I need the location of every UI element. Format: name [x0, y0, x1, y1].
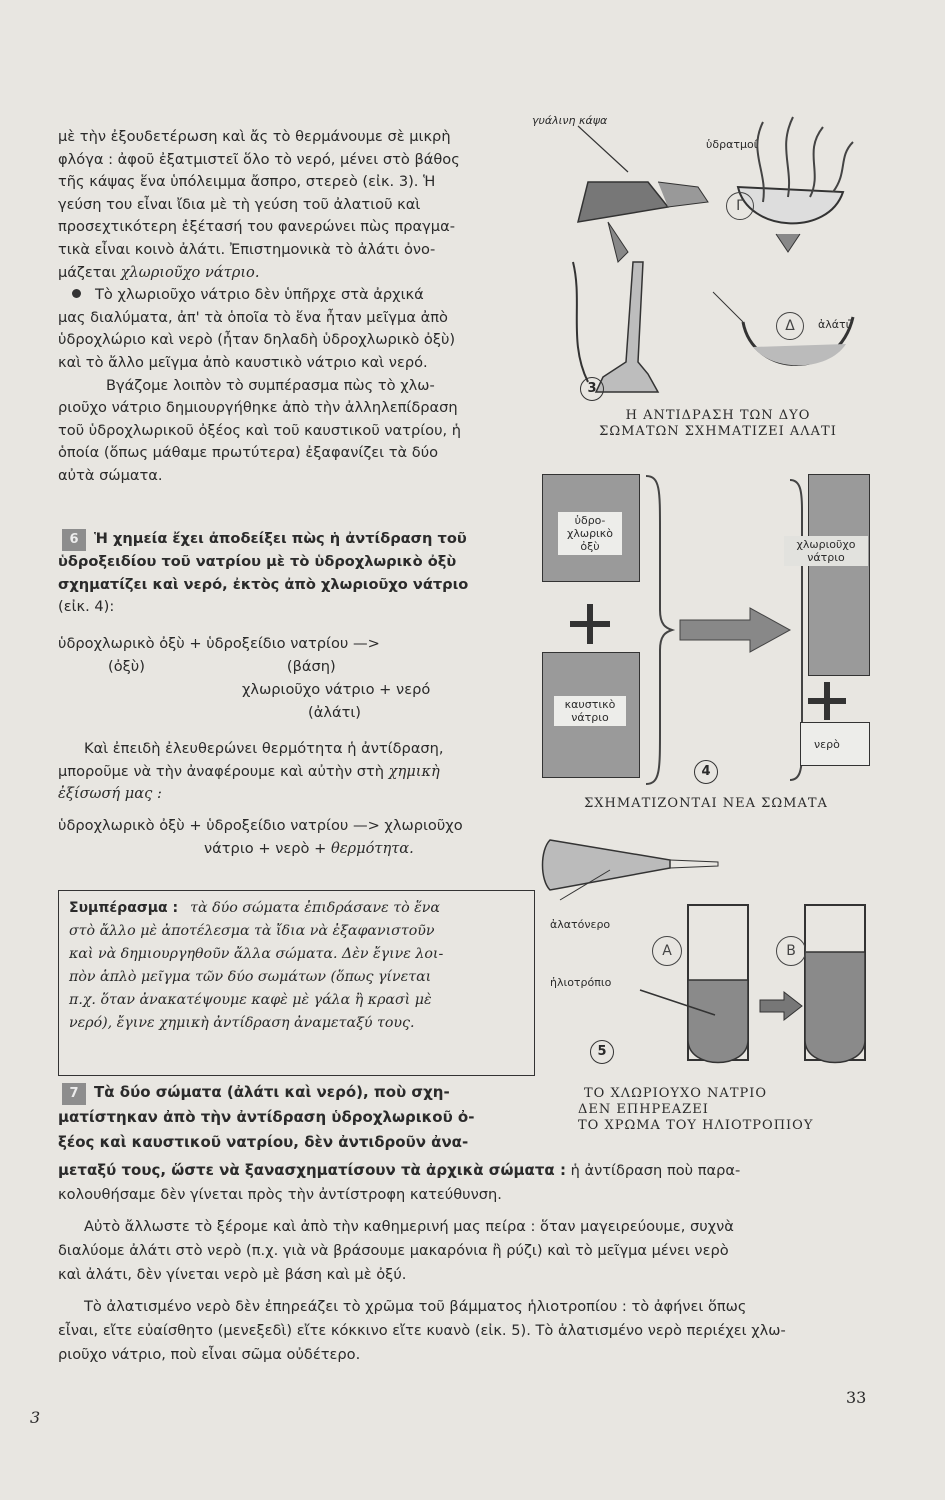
text-line: καὶ τὸ ἄλλο μεῖγμα ἀπὸ καυστικὸ νάτριο καὶ νερό.	[58, 353, 428, 371]
text-line: ματίστηκαν ἀπὸ τὴν ἀντίδραση ὑδροχλωρικοῦ ὀ-	[58, 1108, 475, 1126]
equation-label-base: (βάση)	[286, 658, 336, 675]
equation-line: (ἀλάτι)	[308, 704, 361, 721]
text-span: Τὰ δύο σώματα (ἀλάτι καὶ νερό), ποὺ σχη-	[94, 1083, 450, 1101]
summary-line: πὸν ἁπλὸ μεῖγμα τῶν δύο σωμάτων (ὅπως γίνεται	[69, 969, 432, 985]
caption-line: Η ΑΝΤΙΔΡΑΣΗ ΤΩΝ ΔΥΟ	[625, 408, 811, 423]
water-label: νερὸ	[814, 738, 840, 751]
text-span: μεταξύ τους, ὥστε νὰ ξανασχηματίσουν τὰ ἀρχικὰ σώματα :	[58, 1161, 566, 1179]
label-circle-b: B	[776, 936, 806, 966]
text-line: σχηματίζει καὶ νερό, ἐκτὸς ἀπὸ χλωριοῦχο νάτριο	[58, 575, 469, 593]
text-line: διαλύομε ἀλάτι στὸ νερὸ (π.χ. γιὰ νὰ βράσουμε μακαρόνια ἢ ρύζι) καὶ τὸ μεῖγμα μένει νερὸ	[58, 1242, 729, 1259]
caption-line: ΔΕΝ ΕΠΗΡΕΑΖΕΙ	[578, 1102, 709, 1117]
figure-3	[532, 112, 878, 452]
text-line: ὑδροξειδίου τοῦ νατρίου μὲ τὸ ὑδροχλωρικὸ ὀξὺ	[58, 553, 457, 570]
column-left	[58, 126, 461, 488]
label-litmus: ἡλιοτρόπιο	[550, 976, 612, 989]
page-number: 33	[846, 1388, 867, 1407]
equation-line: χλωριοῦχο νάτριο + νερό	[242, 681, 431, 698]
text-span: ἡ ἀντίδραση ποὺ παρα-	[570, 1162, 741, 1179]
figure-caption	[578, 1086, 878, 1134]
label-line: νάτριο	[571, 711, 609, 724]
salt-bar	[808, 474, 870, 676]
text-line: τῆς κάψας ἕνα ὑπόλειμμα ἄσπρο, στερεὸ (εἰκ. 3). Ἡ	[58, 173, 436, 191]
summary-box	[58, 890, 535, 1076]
text-line: (εἰκ. 4):	[58, 598, 115, 616]
label-vapor: ὑδρατμοί	[706, 138, 758, 151]
figure-4	[536, 470, 876, 815]
label-circle-d: Δ	[776, 312, 804, 340]
label-line: ὀξὺ	[580, 540, 600, 553]
section-number-badge: 7	[62, 1083, 86, 1105]
text-line: εἶναι, εἴτε εὐαίσθητο (μενεξεδὶ) εἴτε κόκκινο εἴτε κυανὸ (εἰκ. 5). Τὸ ἀλατισμένο νερὸ περιέχει χλω-	[58, 1322, 786, 1339]
caption-line: ΤΟ ΧΡΩΜΑ ΤΟΥ ΗΛΙΟΤΡΟΠΙΟΥ	[578, 1118, 814, 1133]
summary-line	[69, 897, 524, 920]
text-line: ριοῦχο νάτριο, ποὺ εἶναι σῶμα οὐδέτερο.	[58, 1346, 361, 1363]
text-line	[58, 528, 468, 551]
text-line: Καὶ ἐπειδὴ ἐλευθερώνει θερμότητα ἡ ἀντίδραση,	[84, 740, 444, 757]
summary-line: στὸ ἄλλο μὲ ἀποτέλεσμα τὰ ἴδια νὰ ἐξαφανιστοῦν	[69, 923, 435, 939]
text-line: τικὰ εἶναι κοινὸ ἀλάτι. Ἐπιστημονικὰ τὸ ἀλάτι ὀνο-	[58, 240, 436, 258]
term-italic: θερμότητα.	[330, 840, 414, 857]
figure-3-illustration	[548, 112, 878, 402]
label-line: χλωριοῦχο	[796, 538, 856, 551]
text-line: ὁποία (ὅπως μάθαμε πρωτύτερα) ἐξαφανίζει τὰ δύο	[58, 444, 439, 462]
term-italic: χημικὴ	[388, 762, 440, 780]
text-line	[58, 284, 461, 307]
equation-label-acid: (ὀξὺ)	[108, 658, 145, 675]
text-line	[58, 761, 444, 784]
text-line: Τὸ ἀλατισμένο νερὸ δὲν ἐπηρεάζει τὸ χρῶμα τοῦ βάμματος ἡλιοτροπίου : τὸ ἀφήνει ὅπως	[84, 1298, 747, 1315]
label-line: χλωρικὸ	[567, 527, 613, 540]
bullet-icon	[72, 289, 81, 298]
text-line: Βγάζομε λοιπὸν τὸ συμπέρασμα πὼς τὸ χλω-	[106, 376, 435, 394]
summary-line: π.χ. ὅταν ἀνακατέψουμε καφὲ μὲ γάλα ἢ κρασὶ μὲ	[69, 992, 432, 1008]
summary-label: Συμπέρασμα :	[69, 900, 179, 916]
term-italic: χλωριοῦχο νάτριο.	[120, 263, 260, 281]
equation-2	[58, 814, 463, 860]
acid-label	[558, 512, 622, 555]
plus-icon	[808, 682, 846, 720]
text-line: προσεχτικότερη ἐξέτασή του φανερώνει πὼς πραγμα-	[58, 218, 455, 236]
summary-line: νερό), ἔγινε χημικὴ ἀντίδραση ἀναμεταξύ τους.	[69, 1015, 415, 1031]
figure-5-illustration	[540, 830, 880, 1080]
text-line: μὲ τὴν ἐξουδετέρωση καὶ ἄς τὸ θερμάνουμε σὲ μικρὴ	[58, 128, 451, 145]
text-line: κολουθήσαμε δὲν γίνεται πρὸς τὴν ἀντίστροφη κατεύθυνση.	[58, 1186, 502, 1203]
text-span: τὰ δύο σώματα ἐπιδράσανε τὸ ἕνα	[190, 900, 440, 916]
label-glass-dish: γυάλινη κάψα	[532, 114, 608, 127]
label-circle-g: Γ	[726, 192, 754, 220]
figure-5	[540, 830, 880, 1140]
salt-label	[784, 536, 868, 566]
section-number-badge: 6	[62, 529, 86, 551]
label-line: καυστικὸ	[564, 698, 616, 711]
figure-number: 4	[694, 760, 718, 784]
text-span: νάτριο + νερὸ +	[204, 840, 327, 857]
label-line: ὑδρο-	[574, 514, 606, 527]
text-line: ξέος καὶ καυστικοῦ νατρίου, δὲν ἀντιδροῦν ἀνα-	[58, 1133, 469, 1151]
brace-arrow	[640, 470, 820, 790]
caption-line: ΤΟ ΧΛΩΡΙΟΥΧΟ ΝΑΤΡΙΟ	[584, 1086, 768, 1101]
text-line: καὶ ἀλάτι, δὲν γίνεται νερὸ μὲ βάση καὶ μὲ ὀξύ.	[58, 1266, 407, 1283]
figure-caption	[568, 408, 868, 440]
text-line: ὑδροχλώριο καὶ νερὸ (ἦταν δηλαδὴ ὑδροχλωρικὸ ὀξὺ)	[58, 331, 456, 349]
equation-line: ὑδροχλωρικὸ ὀξὺ + ὑδροξείδιο νατρίου —> χλωριοῦχο	[58, 817, 463, 834]
plus-icon	[570, 604, 610, 644]
section-7	[58, 1080, 474, 1155]
text-span: μάζεται	[58, 263, 117, 281]
text-line: αὐτὰ σώματα.	[58, 466, 163, 484]
text-line: μας διαλύματα, ἀπ' τὰ ὁποῖα τὸ ἕνα ἦταν μεῖγμα ἀπὸ	[58, 308, 448, 326]
full-width-text	[58, 1158, 786, 1367]
caption-line: ΣΩΜΑΤΩΝ ΣΧΗΜΑΤΙΖΕΙ ΑΛΑΤΙ	[599, 424, 837, 439]
equation-line: ὑδροχλωρικὸ ὀξὺ + ὑδροξείδιο νατρίου —>	[58, 635, 380, 652]
text-line: φλόγα : ἀφοῦ ἐξατμιστεῖ ὅλο τὸ νερό, μένει στὸ βάθος	[58, 150, 460, 168]
figure-number: 3	[580, 377, 604, 401]
text-line: γεύση του εἶναι ἴδια μὲ τὴ γεύση τοῦ ἀλατιοῦ καὶ	[58, 195, 421, 213]
label-circle-a: A	[652, 936, 682, 966]
text-line: τοῦ ὑδροχλωρικοῦ ὀξέος καὶ τοῦ καυστικοῦ νατρίου, ἡ	[58, 421, 462, 439]
figure-number: 5	[590, 1040, 614, 1064]
equation-line	[58, 655, 430, 678]
label-salt: ἀλάτι	[818, 318, 850, 331]
text-line: Αὐτὸ ἄλλωστε τὸ ξέρομε καὶ ἀπὸ τὴν καθημερινή μας πείρα : ὅταν μαγειρεύουμε, συχνὰ	[84, 1218, 734, 1235]
text-span: Τὸ χλωριοῦχο νάτριο δὲν ὑπῆρχε στὰ ἀρχικά	[95, 286, 424, 304]
summary-line: καὶ νὰ δημιουργηθοῦν ἄλλα σώματα. Δὲν ἔγινε λοι-	[69, 946, 444, 962]
text-line: ἐξίσωσή μας :	[58, 785, 162, 803]
section-6	[58, 528, 468, 619]
left-margin-mark: 3	[30, 1408, 41, 1427]
label-line: νάτριο	[807, 551, 845, 564]
text-line	[58, 1080, 474, 1105]
text-line	[58, 262, 461, 285]
equation-1	[58, 632, 430, 724]
text-span: Ἡ χημεία ἔχει ἀποδείξει πὼς ἡ ἀντίδραση τοῦ	[94, 530, 467, 547]
base-label	[554, 696, 626, 726]
text-line: ριοῦχο νάτριο δημιουργήθηκε ἀπὸ τὴν ἀλληλεπίδραση	[58, 399, 458, 417]
text-span: μποροῦμε νὰ τὴν ἀναφέρουμε καὶ αὐτὴν στὴ	[58, 762, 385, 780]
figure-caption: ΣΧΗΜΑΤΙΖΟΝΤΑΙ ΝΕΑ ΣΩΜΑΤΑ	[584, 796, 828, 811]
equation-line	[204, 837, 463, 860]
text-line	[58, 1158, 786, 1183]
label-saltwater: ἀλατόνερο	[550, 918, 611, 931]
paragraph-heat	[58, 738, 444, 806]
